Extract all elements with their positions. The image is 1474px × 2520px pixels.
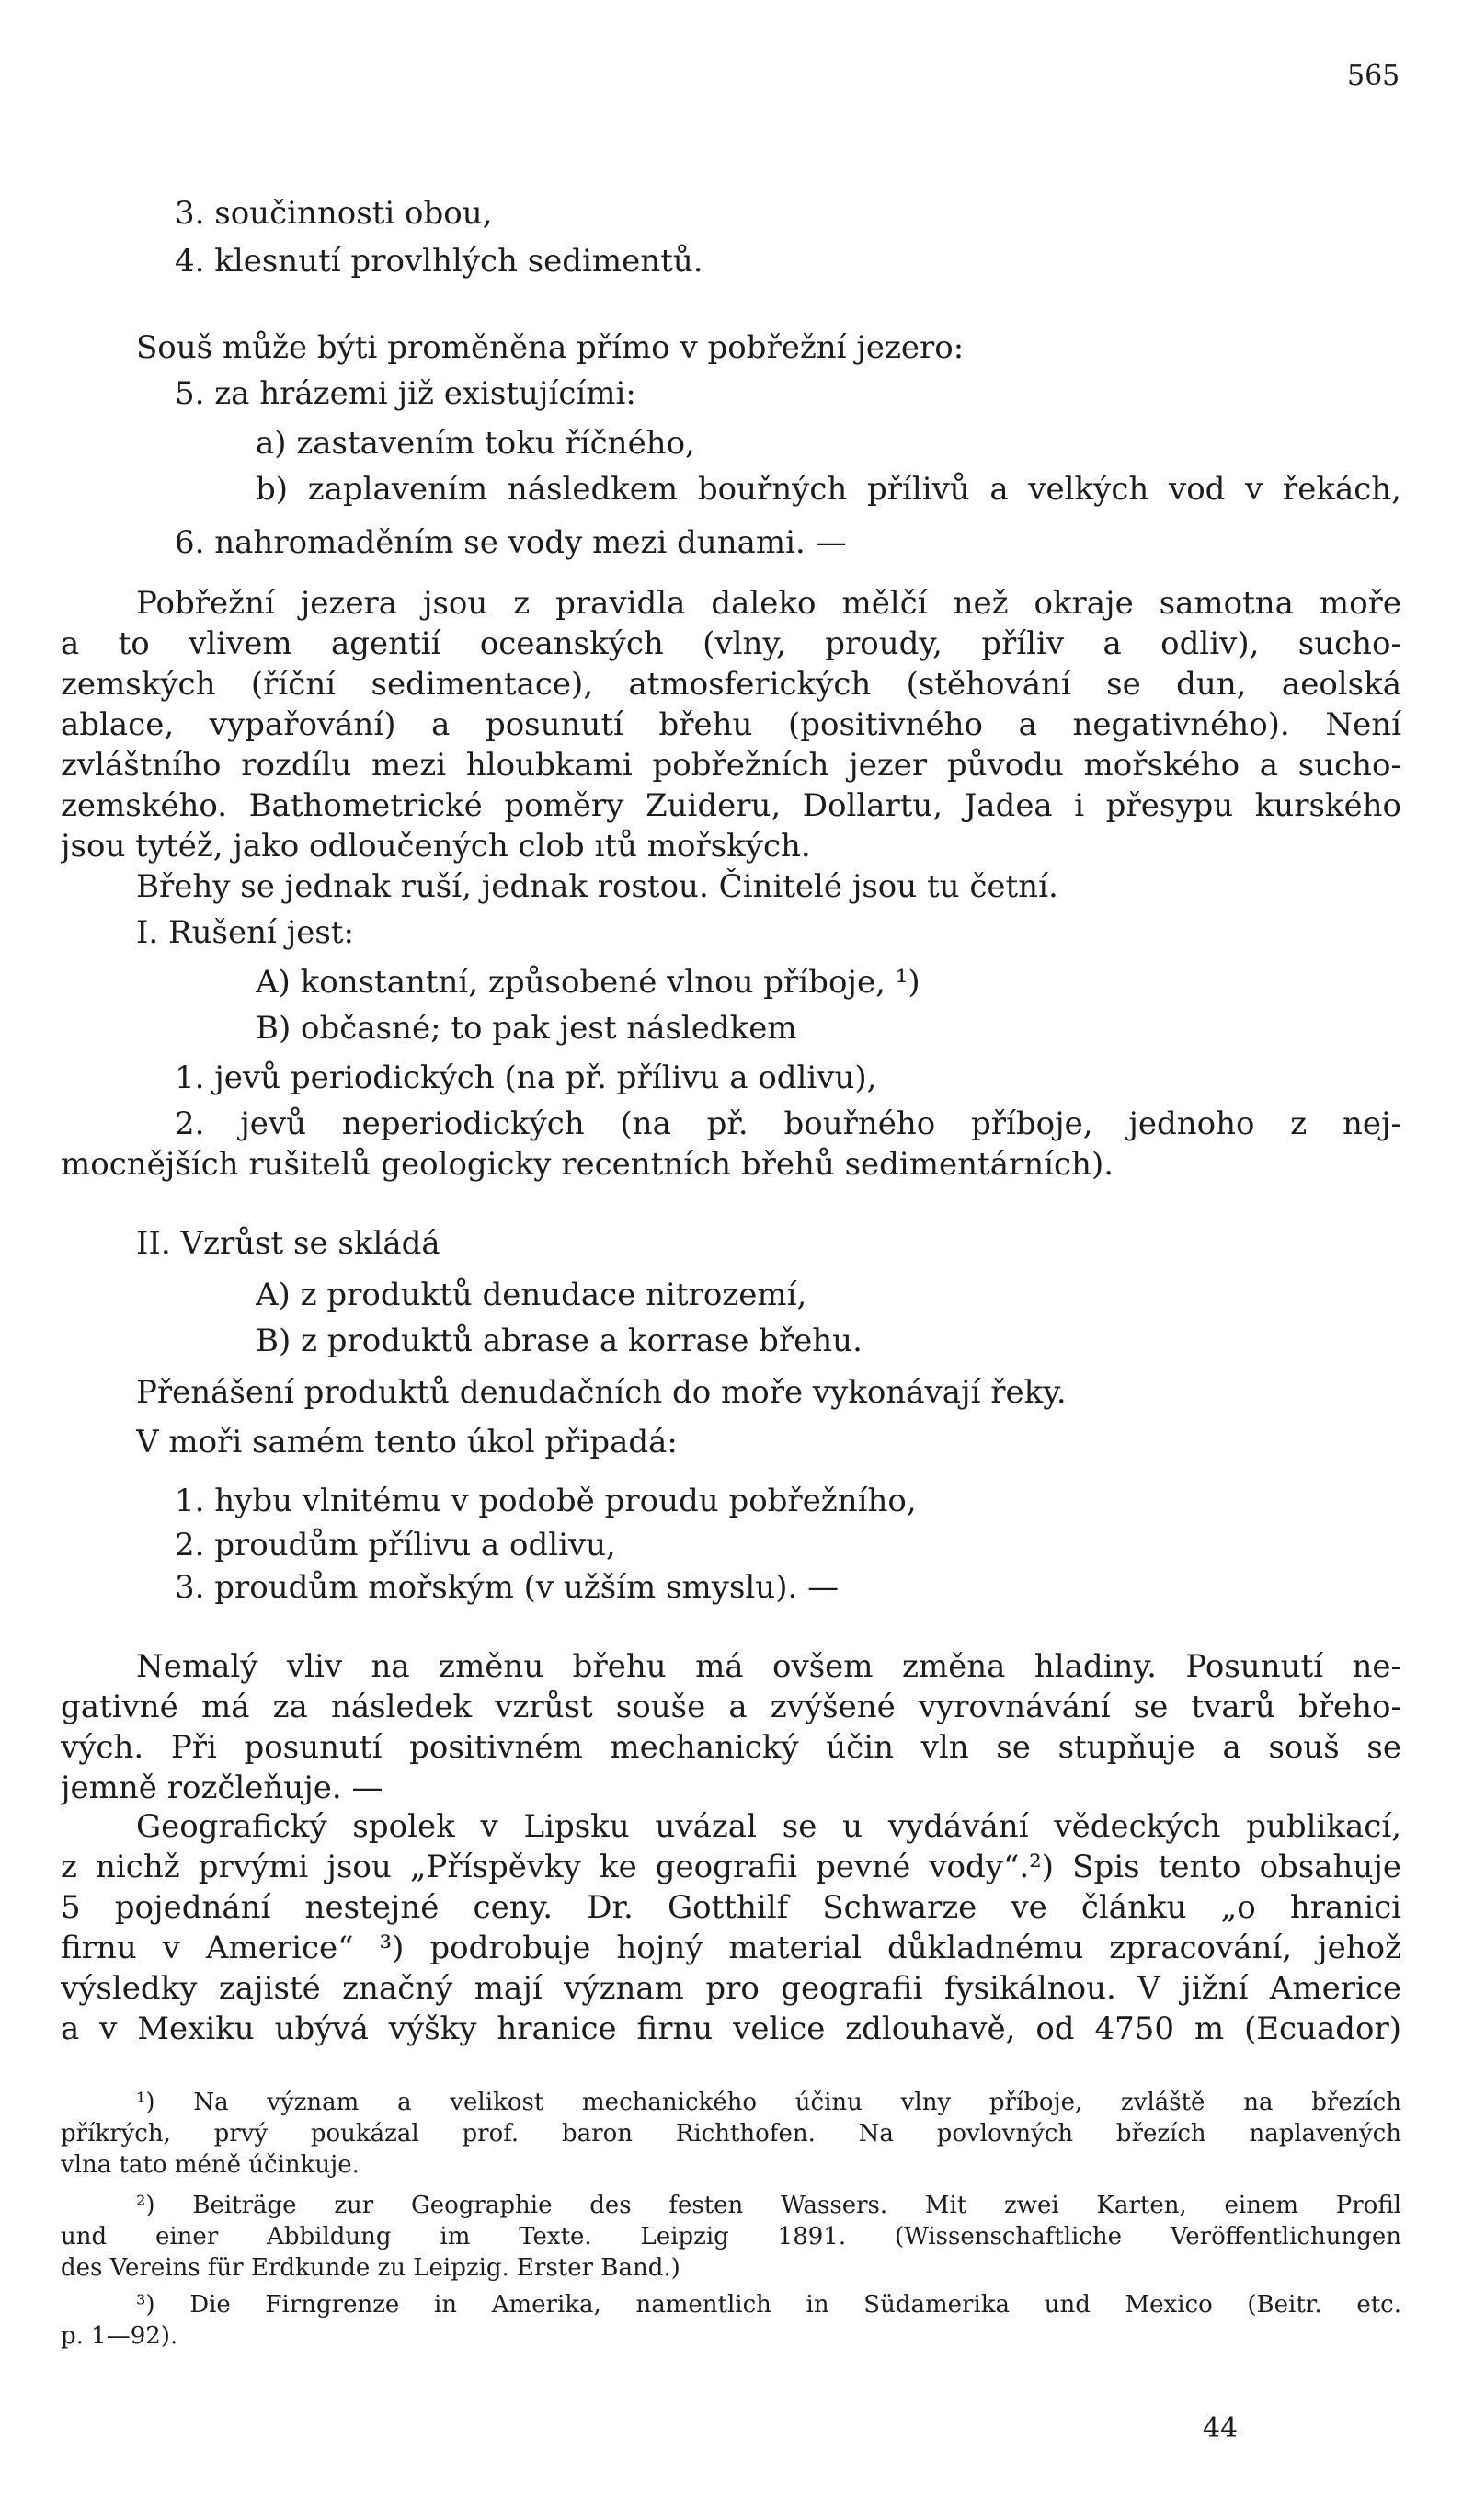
footnote-line: vlna tato méně účinkuje. [61, 2151, 360, 2179]
list-item: mocnějších rušitelů geologicky recentních břehů sedimentárních). [61, 1146, 1114, 1183]
page-number-bottom: 44 [1203, 2412, 1239, 2445]
list-item: 3. součinnosti obou, [175, 195, 493, 232]
text-line: Souš může býti proměněna přímo v pobřežní jezero: [136, 329, 965, 366]
list-item: a) zastavením toku říčného, [256, 425, 695, 462]
footnote-line: und einer Abbildung im Texte. Leipzig 1891. (Wissenschaftliche Veröffentlichungen [61, 2223, 1401, 2251]
paragraph-line: jsou tytéž, jako odloučených clob ıtů mořských. [61, 828, 811, 865]
paragraph-line: 5 pojednání nestejné ceny. Dr. Gotthilf Schwarze ve článku „o hranici [61, 1889, 1401, 1926]
list-item: 6. nahromaděním se vody mezi dunami. — [175, 524, 847, 561]
paragraph-line: z nichž prvými jsou „Příspěvky ke geografii pevné vody“.²) Spis tento obsahuje [61, 1849, 1401, 1885]
list-item: B) občasné; to pak jest následkem [256, 1010, 797, 1047]
section-heading: II. Vzrůst se skládá [136, 1225, 440, 1262]
paragraph-line: gativné má za následek vzrůst souše a zvýšené vyrovnávání se tvarů břeho- [61, 1689, 1401, 1725]
list-item: 3. proudům mořským (v užším smyslu). — [175, 1569, 840, 1606]
paragraph-line: Pobřežní jezera jsou z pravidla daleko mělčí než okraje samotna moře [136, 585, 1401, 622]
paragraph-line: zvláštního rozdílu mezi hloubkami pobřežních jezer původu mořského a sucho- [61, 747, 1401, 784]
list-item: 4. klesnutí provlhlých sedimentů. [175, 243, 703, 280]
footnote-line: p. 1—92). [61, 2322, 178, 2350]
list-item: b) zaplavením následkem bouřných přílivů a velkých vod v řekách, [256, 471, 1401, 508]
footnote-line: des Vereins für Erdkunde zu Leipzig. Erster Band.) [61, 2254, 680, 2282]
footnote-line: příkrých, prvý poukázal prof. baron Richthofen. Na povlovných březích naplavených [61, 2120, 1401, 2148]
paragraph-line: zemských (říční sedimentace), atmosferických (stěhování se dun, aeolská [61, 666, 1401, 703]
list-item: B) z produktů abrase a korrase břehu. [256, 1323, 863, 1359]
list-item: 1. hybu vlnitému v podobě proudu pobřežního, [175, 1483, 917, 1519]
list-item: A) z produktů denudace nitrozemí, [256, 1277, 807, 1313]
paragraph-line: zemského. Bathometrické poměry Zuideru, Dollartu, Jadea i přesypu kurského [61, 787, 1401, 824]
paragraph-line: firnu v Americe“ ³) podrobuje hojný material důkladnému zpracování, jehož [61, 1930, 1401, 1966]
paragraph-line: jemně rozčleňuje. — [61, 1770, 383, 1806]
list-item: A) konstantní, způsobené vlnou příboje, ¹) [256, 964, 920, 1001]
footnote-line: ¹) Na význam a velikost mechanického účinu vlny příboje, zvláště na březích [136, 2089, 1401, 2116]
paragraph-line: výsledky zajisté značný mají význam pro geografii fysikálnou. V jižní Americe [61, 1970, 1401, 2007]
list-item: 2. proudům přílivu a odlivu, [175, 1527, 616, 1564]
paragraph-line: V moři samém tento úkol připadá: [136, 1424, 678, 1460]
list-item: 1. jevů periodických (na př. přílivu a odlivu), [175, 1060, 877, 1096]
list-item: 5. za hrázemi již existujícími: [175, 375, 636, 412]
paragraph-line: Přenášení produktů denudačních do moře vykonávají řeky. [136, 1374, 1067, 1411]
page-number-top: 565 [1347, 60, 1400, 92]
paragraph-line: vých. Při posunutí positivném mechanický účin vln se stupňuje a souš se [61, 1729, 1401, 1766]
footnote-line: ³) Die Firngrenze in Amerika, namentlich in Südamerika und Mexico (Beitr. etc. [136, 2291, 1401, 2319]
paragraph-line: a to vlivem agentií oceanských (vlny, proudy, příliv a odliv), sucho- [61, 625, 1401, 662]
paragraph-line: Geografický spolek v Lipsku uvázal se u vydávání vědeckých publikací, [136, 1808, 1401, 1845]
paragraph-line: Břehy se jednak ruší, jednak rostou. Činitelé jsou tu četní. [136, 868, 1058, 905]
footnote-line: ²) Beiträge zur Geographie des festen Wassers. Mit zwei Karten, einem Profil [136, 2192, 1401, 2219]
paragraph-line: a v Mexiku ubývá výšky hranice firnu velice zdlouhavě, od 4750 m (Ecuador) [61, 2010, 1401, 2047]
list-item: 2. jevů neperiodických (na př. bouřného příboje, jednoho z nej- [175, 1105, 1401, 1142]
paragraph-line: ablace, vypařování) a posunutí břehu (positivného a negativného). Není [61, 706, 1401, 743]
paragraph-line: Nemalý vliv na změnu břehu má ovšem změna hladiny. Posunutí ne- [136, 1648, 1401, 1685]
section-heading: I. Rušení jest: [136, 914, 354, 951]
